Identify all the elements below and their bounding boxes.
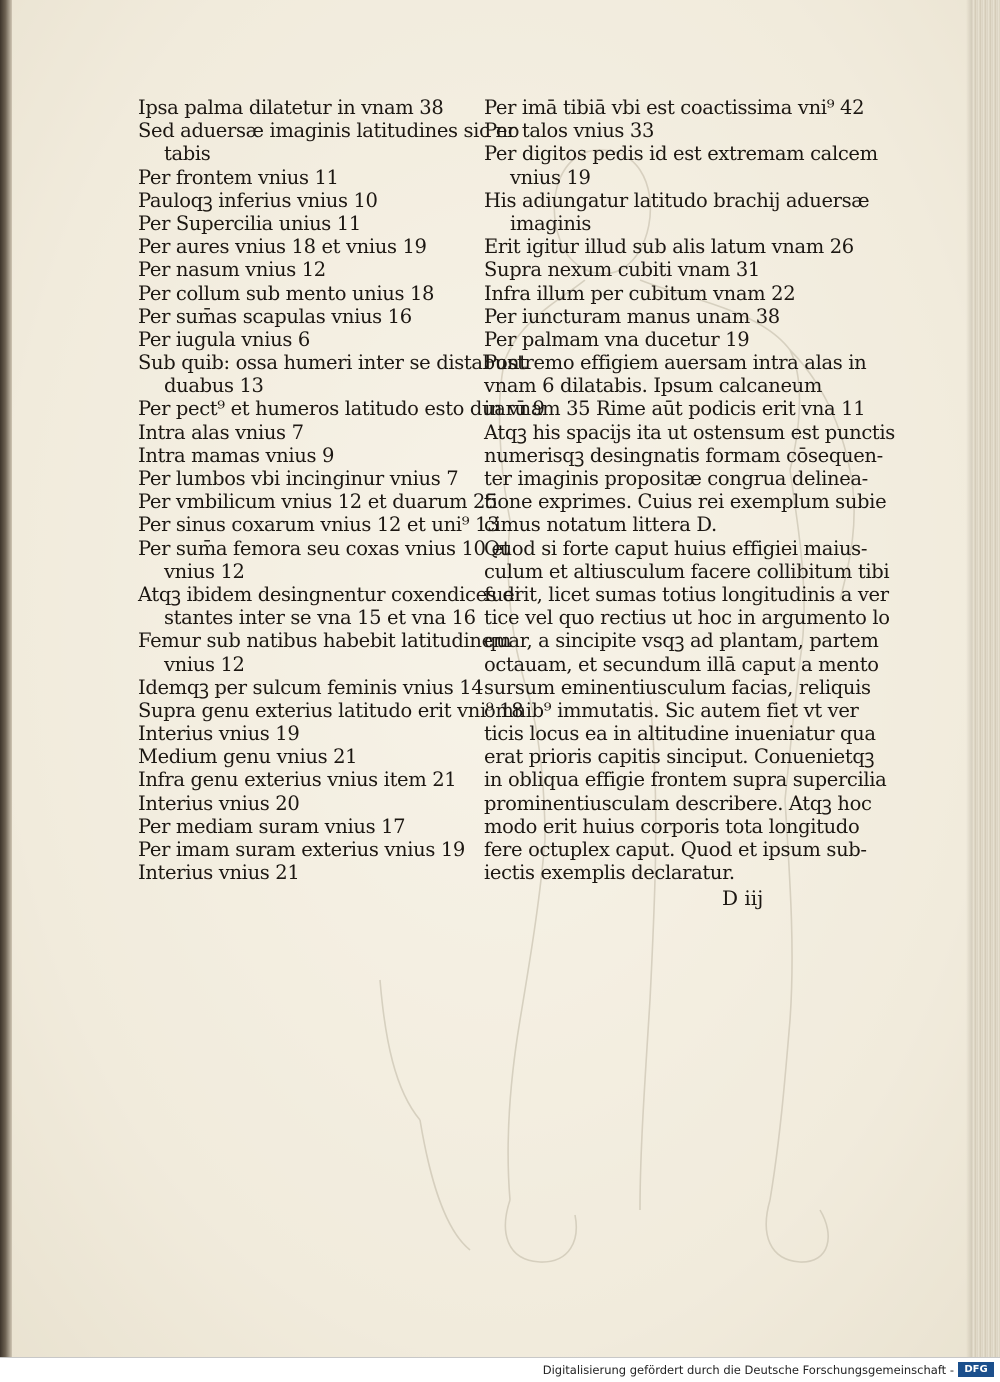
text-line: Quod si forte caput huius effigiei maius-	[484, 536, 868, 560]
dfg-logo[interactable]: DFG	[958, 1362, 994, 1377]
footer-bar	[0, 1357, 1000, 1382]
text-line: culum et altiusculum facere collibitum tibi	[484, 559, 890, 583]
text-line: ter imaginis propositæ congrua delinea-	[484, 467, 868, 490]
text-line: Erit igitur illud sub alis latum vnam 26	[484, 235, 854, 259]
text-line: tabis	[164, 142, 211, 166]
text-line: Sed aduersæ imaginis latitudines sic no	[138, 119, 520, 143]
text-line: erat prioris capitis sinciput. Conuenietqꝫ	[484, 745, 875, 769]
text-line: Per palmam vna ducetur 19	[484, 327, 750, 351]
text-line: sursum eminentiusculum facias, reliquis	[484, 675, 871, 699]
text-line: octauam, et secundum illā caput a mento	[484, 652, 879, 676]
text-line: stantes inter se vna 15 et vna 16	[164, 606, 476, 630]
text-line: Medium genu vnius 21	[138, 745, 358, 769]
left-text-column	[138, 96, 545, 885]
text-line: Ipsa palma dilatetur in vnam 38	[138, 96, 444, 119]
text-line: Atqꝫ his spacijs ita ut ostensum est punctis	[484, 420, 895, 444]
text-line: vnius 12	[164, 559, 245, 583]
text-line: Per frontem vnius 11	[138, 165, 339, 189]
text-line: in vnam 35 Rime aūt podicis erit vna 11	[484, 397, 866, 421]
text-line: Per sum̄a femora seu coxas vnius 10 et	[138, 536, 511, 560]
text-line: vnius 19	[510, 165, 591, 189]
text-line: Intra alas vnius 7	[138, 420, 304, 444]
text-line: Per aures vnius 18 et vnius 19	[138, 235, 427, 259]
text-line: numerisqꝫ desingnatis formam cōsequen-	[484, 443, 883, 467]
text-line: fere octuplex caput. Quod et ipsum sub-	[484, 838, 867, 861]
text-line: Interius vnius 21	[138, 861, 300, 885]
text-line: quar, a sincipite vsqꝫ ad plantam, partem	[484, 629, 879, 653]
text-line: omnib⁹ immutatis. Sic autem fiet vt ver	[484, 698, 859, 722]
text-line: Per mediam suram vnius 17	[138, 814, 406, 838]
text-line: Per collum sub mento unius 18	[138, 281, 435, 305]
text-line: Supra genu exterius latitudo erit vni⁹ 18	[138, 698, 524, 722]
text-line: Per pect⁹ et humeros latitudo esto duarū 9	[138, 397, 545, 421]
text-line: iectis exemplis declaratur.	[484, 861, 735, 885]
text-line: His adiungatur latitudo brachij aduersæ	[484, 188, 870, 212]
text-line: fuerit, licet sumas totius longitudinis a ver	[484, 582, 889, 606]
text-line: prominentiusculam describere. Atqꝫ hoc	[484, 791, 872, 815]
text-line: ticis locus ea in altitudine inueniatur qua	[484, 722, 876, 746]
text-line: Pauloqꝫ inferius vnius 10	[138, 188, 378, 212]
signature-mark: D iij	[722, 886, 764, 910]
text-line: Interius vnius 20	[138, 791, 300, 815]
text-line: Per nasum vnius 12	[138, 258, 326, 282]
footer-credit: Digitalisierung gefördert durch die Deutsche Forschungsgemeinschaft -	[542, 1363, 954, 1377]
text-line: Idemqꝫ per sulcum feminis vnius 14	[138, 675, 484, 699]
right-text-column	[484, 96, 895, 885]
text-line: Per iuncturam manus unam 38	[484, 304, 780, 328]
text-line: vnam 6 dilatabis. Ipsum calcaneum	[484, 374, 823, 398]
text-line: imaginis	[510, 211, 592, 235]
text-line: Per imam suram exterius vnius 19	[138, 838, 465, 861]
text-line: Per digitos pedis id est extremam calcem	[484, 142, 878, 166]
text-line: duabus 13	[164, 374, 264, 398]
text-line: Femur sub natibus habebit latitudinem	[138, 629, 511, 653]
text-line: Intra mamas vnius 9	[138, 443, 335, 467]
text-line: Interius vnius 19	[138, 722, 300, 746]
text-line: Infra illum per cubitum vnam 22	[484, 281, 796, 305]
text-line: tione exprimes. Cuius rei exemplum subie	[484, 490, 887, 514]
text-line: cimus notatum littera D.	[484, 513, 717, 537]
text-line: Postremo effigiem auersam intra alas in	[484, 351, 867, 375]
text-line: Infra genu exterius vnius item 21	[138, 768, 457, 792]
text-line: Per iugula vnius 6	[138, 327, 310, 351]
text-line: tice vel quo rectius ut hoc in argumento lo	[484, 606, 890, 630]
text-line: Per sum̄as scapulas vnius 16	[138, 304, 412, 328]
text-line: Per sinus coxarum vnius 12 et uni⁹ 13	[138, 513, 500, 537]
text-line: modo erit huius corporis tota longitudo	[484, 814, 860, 838]
text-line: Per Supercilia unius 11	[138, 211, 361, 235]
text-line: Supra nexum cubiti vnam 31	[484, 258, 760, 282]
text-line: Atqꝫ ibidem desingnentur coxendices di	[138, 582, 521, 606]
text-line: Per lumbos vbi incinginur vnius 7	[138, 467, 459, 490]
text-line: in obliqua effigie frontem supra supercilia	[484, 768, 887, 792]
text-line: Sub quib: ossa humeri inter se distabunt	[138, 351, 527, 375]
text-line: Per talos vnius 33	[484, 119, 655, 143]
text-line: Per vmbilicum vnius 12 et duarum 25	[138, 490, 498, 514]
text-line: vnius 12	[164, 652, 245, 676]
text-line: Per imā tibiā vbi est coactissima vni⁹ 42	[484, 96, 865, 119]
